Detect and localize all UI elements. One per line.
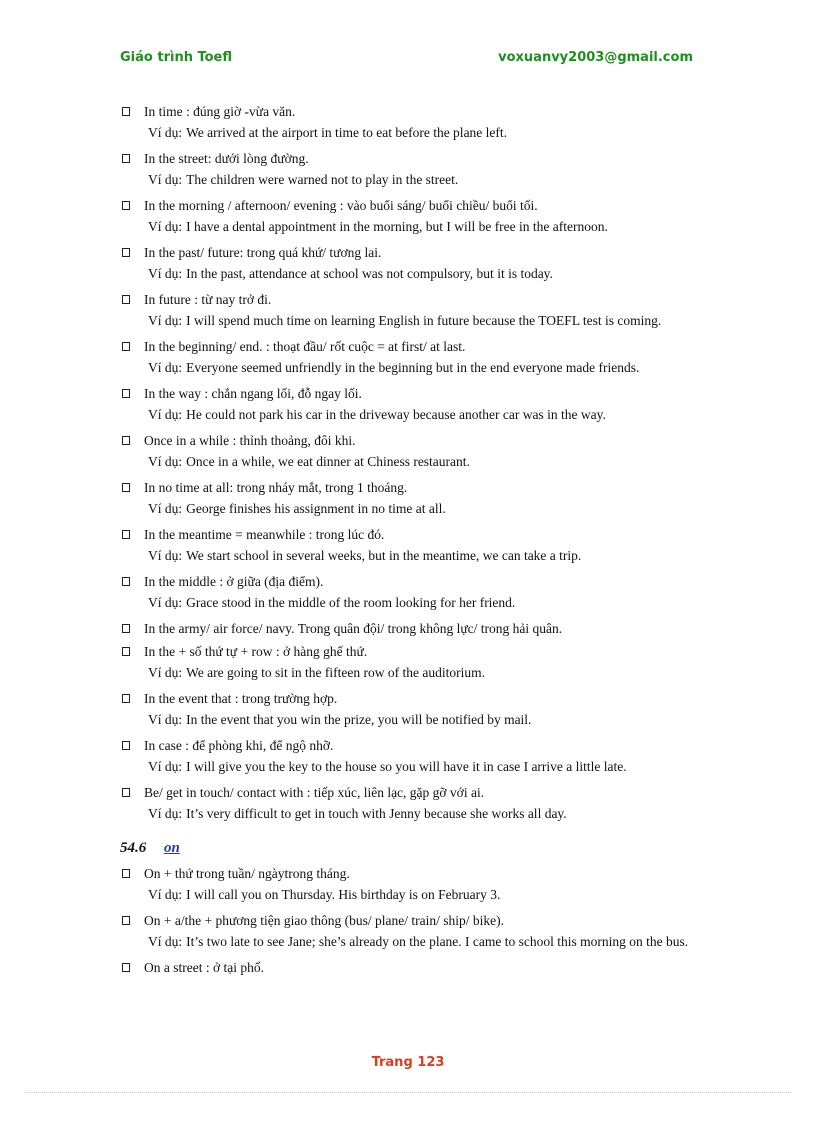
item-example: [120, 171, 700, 189]
item-example: [120, 547, 700, 565]
item-term: In the + số thứ tự + row : ở hàng ghế thứ.: [144, 644, 368, 659]
example-text: We start school in several weeks, but in the meantime, we can take a trip.: [186, 548, 582, 563]
item-example: [120, 218, 700, 236]
example-text: I will call you on Thursday. His birthday is on February 3.: [186, 887, 501, 902]
example-text: I will give you the key to the house so you will have it in case I arrive a little late.: [186, 759, 627, 774]
example-text: The children were warned not to play in the street.: [186, 172, 459, 187]
example-text: We are going to sit in the fifteen row of the auditorium.: [186, 665, 485, 680]
item-term: In no time at all: trong nháy mắt, trong 1 thoáng.: [144, 480, 408, 495]
section-heading: [120, 837, 700, 859]
example-prefix: Ví dụ:: [148, 219, 183, 234]
checkbox-bullet-icon: [122, 436, 130, 445]
list-item: [120, 101, 700, 123]
example-prefix: Ví dụ:: [148, 548, 183, 563]
checkbox-bullet-icon: [122, 107, 130, 116]
checkbox-bullet-icon: [122, 248, 130, 257]
section-entry-list: [120, 863, 700, 979]
item-example: [120, 805, 700, 823]
example-prefix: Ví dụ:: [148, 172, 183, 187]
page-content: [120, 101, 700, 980]
example-prefix: Ví dụ:: [148, 501, 183, 516]
example-text: We arrived at the airport in time to eat before the plane left.: [186, 125, 508, 140]
item-example: [120, 312, 700, 330]
example-text: Once in a while, we eat dinner at Chiness restaurant.: [186, 454, 470, 469]
example-text: It’s two late to see Jane; she’s already on the plane. I came to school this morning on the bus.: [186, 934, 689, 949]
list-item: [120, 863, 700, 885]
list-item: [120, 148, 700, 170]
example-text: George finishes his assignment in no time at all.: [186, 501, 446, 516]
item-term: On + thứ trong tuần/ ngàytrong tháng.: [144, 866, 350, 881]
example-text: Grace stood in the middle of the room looking for her friend.: [186, 595, 516, 610]
example-text: I have a dental appointment in the morning, but I will be free in the afternoon.: [186, 219, 608, 234]
example-text: In the past, attendance at school was not compulsory, but it is today.: [186, 266, 553, 281]
example-prefix: Ví dụ:: [148, 759, 183, 774]
list-item: [120, 336, 700, 358]
checkbox-bullet-icon: [122, 201, 130, 210]
example-prefix: Ví dụ:: [148, 266, 183, 281]
item-example: [120, 594, 700, 612]
item-example: [120, 359, 700, 377]
item-term: In the event that : trong trường hợp.: [144, 691, 338, 706]
item-term: In the morning / afternoon/ evening : vào buổi sáng/ buổi chiều/ buổi tối.: [144, 198, 538, 213]
item-example: [120, 933, 700, 951]
list-item: [120, 782, 700, 804]
example-text: It’s very difficult to get in touch with Jenny because she works all day.: [186, 806, 567, 821]
item-term: In the way : chắn ngang lối, đỗ ngay lối.: [144, 386, 362, 401]
item-example: [120, 758, 700, 776]
item-term: In case : để phòng khi, để ngộ nhỡ.: [144, 738, 334, 753]
list-item: [120, 383, 700, 405]
example-prefix: Ví dụ:: [148, 313, 183, 328]
checkbox-bullet-icon: [122, 647, 130, 656]
example-prefix: Ví dụ:: [148, 125, 183, 140]
section-title-link[interactable]: on: [164, 840, 180, 856]
example-prefix: Ví dụ:: [148, 407, 183, 422]
item-term: Once in a while : thỉnh thoảng, đôi khi.: [144, 433, 356, 448]
section-number: 54.6: [120, 840, 147, 856]
item-example: [120, 500, 700, 518]
example-prefix: Ví dụ:: [148, 934, 183, 949]
checkbox-bullet-icon: [122, 295, 130, 304]
item-term: In the army/ air force/ navy. Trong quân đội/ trong không lực/ trong hải quân.: [144, 621, 563, 636]
list-item: [120, 524, 700, 546]
list-item: [120, 641, 700, 663]
checkbox-bullet-icon: [122, 389, 130, 398]
checkbox-bullet-icon: [122, 483, 130, 492]
item-example: [120, 453, 700, 471]
checkbox-bullet-icon: [122, 788, 130, 797]
example-prefix: Ví dụ:: [148, 712, 183, 727]
item-example: [120, 711, 700, 729]
list-item: [120, 618, 700, 640]
list-item: [120, 910, 700, 932]
list-item: [120, 430, 700, 452]
checkbox-bullet-icon: [122, 577, 130, 586]
page-number: Trang 123: [371, 1055, 445, 1070]
item-term: In the meantime = meanwhile : trong lúc đó.: [144, 527, 385, 542]
example-prefix: Ví dụ:: [148, 806, 183, 821]
checkbox-bullet-icon: [122, 530, 130, 539]
item-term: In the middle : ở giữa (địa điểm).: [144, 574, 324, 589]
list-item: [120, 957, 700, 979]
example-prefix: Ví dụ:: [148, 887, 183, 902]
list-item: [120, 242, 700, 264]
item-term: Be/ get in touch/ contact with : tiếp xúc, liên lạc, gặp gỡ với ai.: [144, 785, 485, 800]
bottom-divider: [25, 1092, 791, 1093]
item-term: On + a/the + phương tiện giao thông (bus/ plane/ train/ ship/ bike).: [144, 913, 504, 928]
list-item: [120, 477, 700, 499]
item-example: [120, 124, 700, 142]
checkbox-bullet-icon: [122, 694, 130, 703]
list-item: [120, 688, 700, 710]
item-term: In the past/ future: trong quá khứ/ tương lai.: [144, 245, 382, 260]
list-item: [120, 289, 700, 311]
checkbox-bullet-icon: [122, 624, 130, 633]
example-prefix: Ví dụ:: [148, 665, 183, 680]
example-prefix: Ví dụ:: [148, 360, 183, 375]
checkbox-bullet-icon: [122, 741, 130, 750]
example-text: He could not park his car in the driveway because another car was in the way.: [186, 407, 606, 422]
example-prefix: Ví dụ:: [148, 595, 183, 610]
item-example: [120, 664, 700, 682]
list-item: [120, 571, 700, 593]
list-item: [120, 735, 700, 757]
page-header: [120, 50, 693, 70]
item-term: On a street : ở tại phố.: [144, 960, 264, 975]
checkbox-bullet-icon: [122, 869, 130, 878]
checkbox-bullet-icon: [122, 154, 130, 163]
example-prefix: Ví dụ:: [148, 454, 183, 469]
item-example: [120, 265, 700, 283]
item-example: [120, 406, 700, 424]
example-text: I will spend much time on learning English in future because the TOEFL test is coming.: [186, 313, 662, 328]
header-email: voxuanvy2003@gmail.com: [498, 50, 693, 65]
checkbox-bullet-icon: [122, 342, 130, 351]
item-term: In the beginning/ end. : thoạt đầu/ rốt cuộc = at first/ at last.: [144, 339, 466, 354]
item-example: [120, 886, 700, 904]
item-term: In the street: dưới lòng đường.: [144, 151, 309, 166]
example-text: Everyone seemed unfriendly in the beginning but in the end everyone made friends.: [186, 360, 640, 375]
checkbox-bullet-icon: [122, 963, 130, 972]
item-term: In future : từ nay trở đi.: [144, 292, 272, 307]
list-item: [120, 195, 700, 217]
header-title: Giáo trình Toefl: [120, 50, 232, 65]
item-term: In time : đúng giờ -vừa văn.: [144, 104, 296, 119]
example-text: In the event that you win the prize, you will be notified by mail.: [186, 712, 532, 727]
checkbox-bullet-icon: [122, 916, 130, 925]
entry-list: [120, 101, 700, 823]
